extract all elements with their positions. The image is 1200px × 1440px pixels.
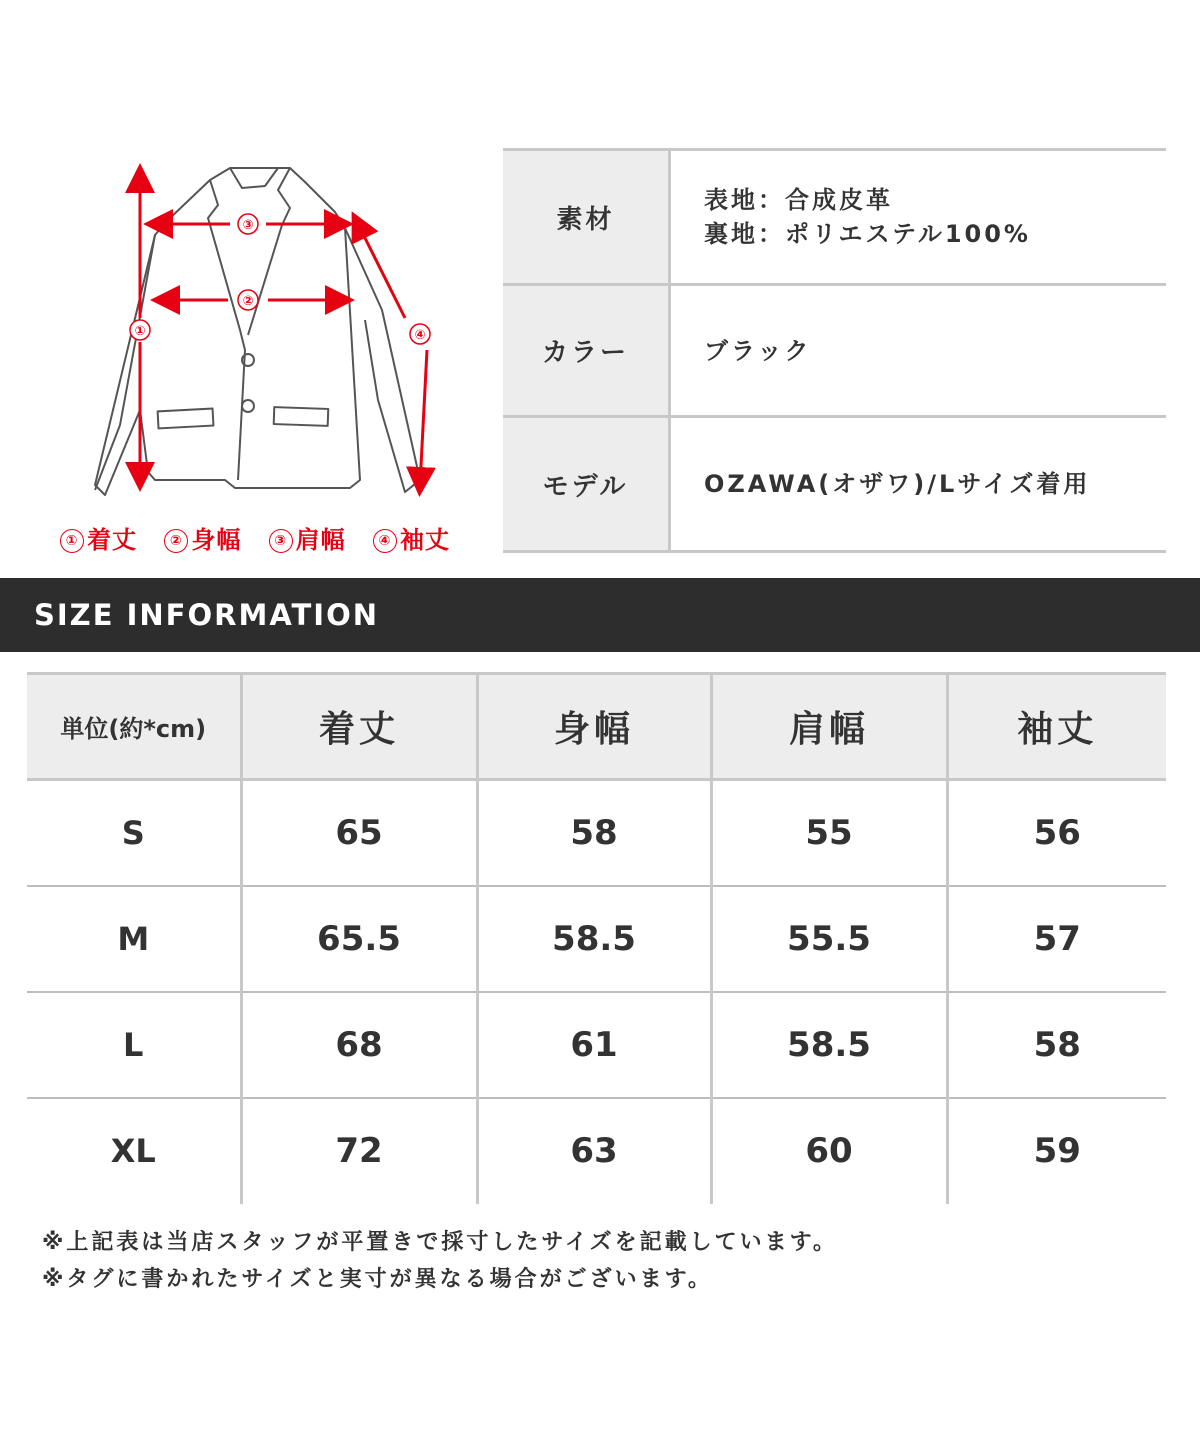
table-cell: 58 <box>477 780 711 886</box>
size-table-header <box>27 674 1166 780</box>
table-cell: 55.5 <box>711 886 947 992</box>
legend-item-3: ③ 肩幅 <box>269 520 346 555</box>
legend-item-2: ② 身幅 <box>164 520 241 555</box>
size-label: XL <box>110 1132 156 1170</box>
table-cell: 55 <box>711 780 947 886</box>
size-label: S <box>27 780 241 886</box>
header-width: 身幅 <box>477 674 711 780</box>
size-table <box>27 672 1166 1204</box>
spec-row-model <box>503 418 1166 553</box>
table-cell: 63 <box>477 1098 711 1204</box>
legend-item-1: ① 着丈 <box>60 520 137 555</box>
spec-label-model: モデル <box>503 418 671 550</box>
legend-item-4: ④ 袖丈 <box>373 520 450 555</box>
marker-2: ② <box>242 294 254 309</box>
spec-label-material: 素材 <box>503 151 671 283</box>
table-cell: 58.5 <box>711 992 947 1098</box>
spec-row-material <box>503 151 1166 286</box>
table-cell: 61 <box>477 992 711 1098</box>
note-line-1: ※上記表は当店スタッフが平置きで採寸したサイズを記載しています。 <box>42 1230 838 1255</box>
table-cell: 58 <box>947 992 1166 1098</box>
size-label: M <box>27 886 241 992</box>
table-cell: 56 <box>947 780 1166 886</box>
table-cell: 65 <box>241 780 477 886</box>
table-cell: 65.5 <box>241 886 477 992</box>
note-line-2: ※タグに書かれたサイズと実寸が異なる場合がございます。 <box>42 1267 713 1292</box>
table-cell: 72 <box>241 1098 477 1204</box>
jacket-measurement-diagram <box>60 150 480 570</box>
header-sleeve: 袖丈 <box>947 674 1166 780</box>
table-row <box>27 1098 1166 1204</box>
measurement-legend <box>60 520 450 555</box>
size-label: L <box>27 992 241 1098</box>
spec-value-model: OZAWA(オザワ)/Lサイズ着用 <box>704 470 1091 498</box>
table-row <box>27 992 1166 1098</box>
table-cell: 68 <box>241 992 477 1098</box>
size-information-banner: SIZE INFORMATION <box>0 578 1200 652</box>
table-cell: 58.5 <box>477 886 711 992</box>
header-shoulder: 肩幅 <box>711 674 947 780</box>
spec-label-color: カラー <box>503 286 671 415</box>
measurement-notes <box>42 1224 838 1298</box>
spec-value-material: 表地：合成皮革 裏地：ポリエステル100% <box>704 186 1031 248</box>
table-cell: 60 <box>711 1098 947 1204</box>
table-cell: 57 <box>947 886 1166 992</box>
marker-4: ④ <box>414 328 426 343</box>
spec-row-color <box>503 286 1166 418</box>
header-unit: 単位(約*cm) <box>27 674 241 780</box>
marker-1: ① <box>134 324 146 339</box>
spec-value-color: ブラック <box>704 336 812 365</box>
header-length: 着丈 <box>241 674 477 780</box>
table-cell: 59 <box>947 1098 1166 1204</box>
marker-3: ③ <box>242 218 254 233</box>
table-row <box>27 886 1166 992</box>
measurement-arrows <box>60 150 480 530</box>
table-row <box>27 780 1166 886</box>
product-spec-table <box>503 148 1166 553</box>
